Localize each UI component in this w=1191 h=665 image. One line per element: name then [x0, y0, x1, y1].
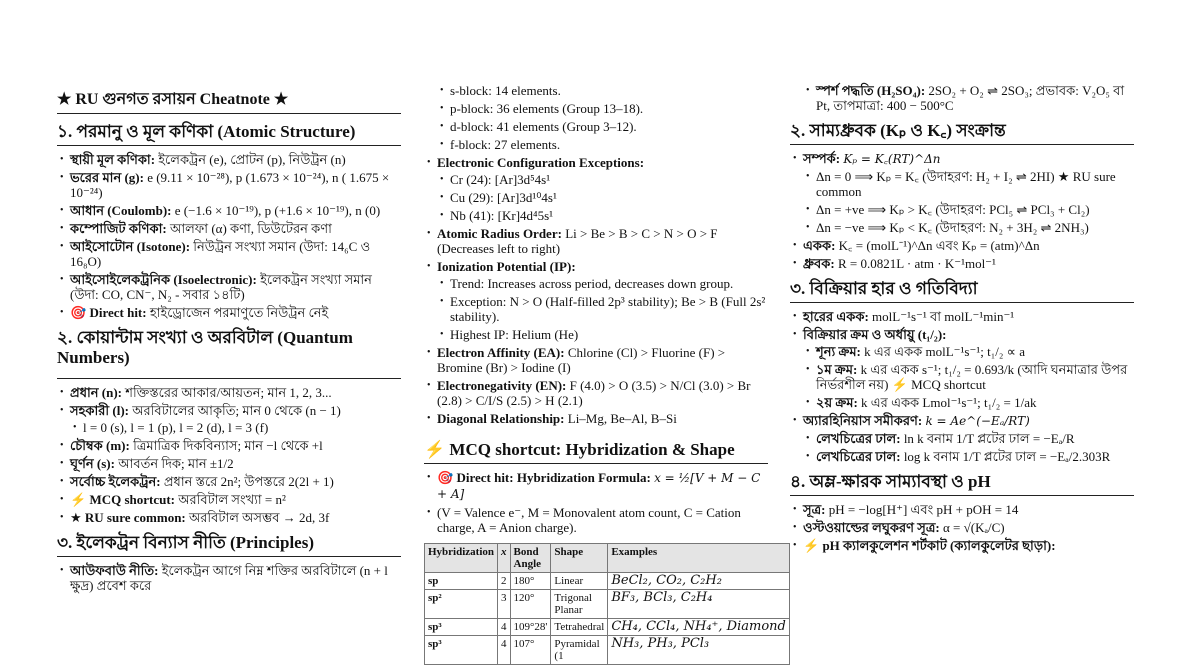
hybridization-table	[424, 543, 790, 665]
table-header: Shape	[551, 544, 608, 573]
star-icon: ★	[70, 510, 82, 525]
list-item: • s-block: 14 elements.	[437, 83, 768, 98]
list-item: • 🎯 Direct hit: Hybridization Formula: x = ½[V + M − C + A]	[424, 470, 768, 502]
list-item: • শূন্য ক্রম: k এর একক molL⁻¹s⁻¹; t₁/₂ ∝ a	[803, 344, 1134, 359]
list-item: • ১ম ক্রম: k এর একক s⁻¹; t₁/₂ = 0.693/k (আদি ঘনমাত্রার উপর নির্ভরশীল নয়) ⚡ MCQ shortcut	[803, 362, 1134, 392]
table-row: sp³ 4 107° Pyramidal (1 NH₃, PH₃, PCl₃	[425, 636, 790, 665]
list-item: • কম্পোজিট কণিকা: আলফা (α) কণা, ডিউটেরন কণা	[57, 221, 401, 236]
column-1	[57, 92, 401, 596]
kinetics-list	[790, 309, 1134, 464]
list-item: • Trend: Increases across period, decreases down group.	[437, 276, 768, 291]
table-row: sp² 3 120° Trigonal Planar BF₃, BCl₃, C₂H₄	[425, 590, 790, 619]
list-item: • Diagonal Relationship: Li–Mg, Be–Al, B–Si	[424, 411, 768, 426]
hybridization-list	[424, 470, 768, 535]
section-heading-principles: ৩. ইলেকট্রন বিন্যাস নীতি (Principles)	[57, 533, 401, 557]
list-item: • p-block: 36 elements (Group 13–18).	[437, 101, 768, 116]
list-item: • ২য় ক্রম: k এর একক Lmol⁻¹s⁻¹; t₁/₂ = 1/ak	[803, 395, 1134, 410]
list-item: • Electronegativity (EN): F (4.0) > O (3.5) > N/Cl (3.0) > Br (2.8) > C/I/S (2.5) > H (2.1)	[424, 378, 768, 408]
list-item: • সূত্র: pH = −log[H⁺] এবং pH + pOH = 14	[790, 502, 1134, 517]
list-item: • সর্বোচ্চ ইলেকট্রন: প্রধান স্তরে 2n²; উপস্তরে 2(2l + 1)	[57, 474, 401, 489]
section-heading-equilibrium-constant: ২. সাম্যধ্রুবক (Kₚ ও K꜀) সংক্রান্ত	[790, 121, 1134, 145]
block-list	[424, 83, 768, 152]
list-item: • Ionization Potential (IP): • Trend: Increases across period, decreases down group. • Exception: N > O (Half-filled 2p³ stability); Be > B (Full 2s² stability). • Highest IP: Helium (He)	[424, 259, 768, 342]
list-item: • হারের একক: molL⁻¹s⁻¹ বা molL⁻¹min⁻¹	[790, 309, 1134, 324]
list-item: • সম্পর্ক: Kₚ = K꜀(RT)^Δn • Δn = 0 ⟹ Kₚ = K꜀ (উদাহরণ: H₂ + I₂ ⇌ 2HI) ★ RU sure common • Δn = +ve ⟹ Kₚ > K꜀ (উদাহরণ: PCl₅ ⇌ PCl₃ + Cl₂) • Δn = −ve ⟹ Kₚ < K꜀ (উদাহরণ: N₂ + 3H₂ ⇌ 2NH₃)	[790, 151, 1134, 235]
acid-base-list	[790, 502, 1134, 553]
list-item: • লেখচিত্রের ঢাল: ln k বনাম 1/T প্লটের ঢাল = −Eₐ/R	[803, 431, 1134, 446]
table-row: sp³ 4 109°28' Tetrahedral CH₄, CCl₄, NH₄⁺, Diamond	[425, 619, 790, 636]
table-row: sp 2 180° Linear BeCl₂, CO₂, C₂H₂	[425, 573, 790, 590]
page-title: ★ RU গুনগত রসায়ন Cheatnote ★	[57, 92, 401, 114]
list-item: • একক: K꜀ = (molL⁻¹)^Δn এবং Kₚ = (atm)^Δn	[790, 238, 1134, 253]
list-item: • 🎯 Direct hit: হাইড্রোজেন পরমাণুতে নিউট্রন নেই	[57, 305, 401, 320]
list-item: • f-block: 27 elements.	[437, 137, 768, 152]
section-heading-acid-base: ৪. অম্ল-ক্ষারক সাম্যাবস্থা ও pH	[790, 472, 1134, 496]
section-heading-hybridization: ⚡ MCQ shortcut: Hybridization & Shape	[424, 440, 768, 464]
list-item: • (V = Valence e⁻, M = Monovalent atom count, C = Cation charge, A = Anion charge).	[424, 505, 768, 535]
list-item: • ধ্রুবক: R = 0.0821L · atm · K⁻¹mol⁻¹	[790, 256, 1134, 271]
list-item: • ⚡ MCQ shortcut: অরবিটাল সংখ্যা = n²	[57, 492, 401, 507]
contact-process-list	[790, 83, 1134, 113]
list-item: • d-block: 41 elements (Group 3–12).	[437, 119, 768, 134]
table-header: Hybridization	[425, 544, 498, 573]
list-item: • প্রধান (n): শক্তিস্তরের আকার/আয়তন; মান 1, 2, 3...	[57, 385, 401, 400]
list-item: • ঘূর্ণন (s): আবর্তন দিক; মান ±1/2	[57, 456, 401, 471]
lightning-icon: ⚡	[70, 492, 87, 507]
list-item: • l = 0 (s), l = 1 (p), l = 2 (d), l = 3 (f)	[70, 420, 401, 435]
list-item: • লেখচিত্রের ঢাল: log k বনাম 1/T প্লটের ঢাল = −Eₐ/2.303R	[803, 449, 1134, 464]
list-item: • স্থায়ী মূল কণিকা: ইলেকট্রন (e), প্রোটন (p), নিউট্রন (n)	[57, 152, 401, 167]
section-heading-quantum-numbers: ২. কোয়ান্টাম সংখ্যা ও অরবিটাল (Quantum Numbers)	[57, 328, 401, 379]
atomic-structure-list	[57, 152, 401, 320]
table-header: x	[498, 544, 511, 573]
principles-list	[57, 563, 401, 593]
target-icon: 🎯	[437, 470, 454, 485]
list-item: • সহকারী (l): অরবিটালের আকৃতি; মান 0 থেকে (n − 1) • l = 0 (s), l = 1 (p), l = 2 (d), l = 3 (f)	[57, 403, 401, 435]
list-item: • বিক্রিয়ার ক্রম ও অর্ধায়ু (t₁/₂): • শূন্য ক্রম: k এর একক molL⁻¹s⁻¹; t₁/₂ ∝ a • ১ম ক্রম: k এর একক s⁻¹; t₁/₂ = 0.693/k (আদি ঘনমাত্রার উপর নির্ভরশীল নয়) ⚡ MCQ shortcut • ২য় ক্রম: k এর একক Lmol⁻¹s⁻¹; t₁/₂ = 1/ak	[790, 327, 1134, 410]
list-item: • আউফবাউ নীতি: ইলেকট্রন আগে নিম্ন শক্তির অরবিটালে (n + l ক্ষুদ্র) প্রবেশ করে	[57, 563, 401, 593]
equilibrium-list	[790, 151, 1134, 271]
quantum-numbers-list	[57, 385, 401, 525]
list-item: • আইসোটোন (Isotone): নিউট্রন সংখ্যা সমান (উদা: 14₆C ও 16₈O)	[57, 239, 401, 269]
list-item: • Δn = 0 ⟹ Kₚ = K꜀ (উদাহরণ: H₂ + I₂ ⇌ 2HI) ★ RU sure common	[803, 169, 1134, 199]
list-item: • Δn = −ve ⟹ Kₚ < K꜀ (উদাহরণ: N₂ + 3H₂ ⇌ 2NH₃)	[803, 220, 1134, 235]
list-item: • Highest IP: Helium (He)	[437, 327, 768, 342]
list-item: • Atomic Radius Order: Li > Be > B > C > N > O > F (Decreases left to right)	[424, 226, 768, 256]
list-item: • চৌম্বক (m): ত্রিমাত্রিক দিকবিন্যাস; মান −l থেকে +l	[57, 438, 401, 453]
list-item: • Cr (24): [Ar]3d⁵4s¹	[437, 172, 768, 187]
table-header: Examples	[608, 544, 790, 573]
lightning-icon: ⚡	[803, 538, 820, 553]
list-item: • ভরের মান (g): e (9.11 × 10⁻²⁸), p (1.673 × 10⁻²⁴), n ( 1.675 × 10⁻²⁴)	[57, 170, 401, 200]
table-header: Bond Angle	[510, 544, 551, 573]
list-item: • Δn = +ve ⟹ Kₚ > K꜀ (উদাহরণ: PCl₅ ⇌ PCl₃ + Cl₂)	[803, 202, 1134, 217]
list-item: • আইসোইলেকট্রনিক (Isoelectronic): ইলেকট্রন সংখ্যা সমান (উদা: CO, CN⁻, N₂ - সবার ১৪টি)	[57, 272, 401, 302]
list-item: • ⚡ pH ক্যালকুলেশন শর্টকাট (ক্যালকুলেটর ছাড়া):	[790, 538, 1134, 553]
list-item: • Nb (41): [Kr]4d⁴5s¹	[437, 208, 768, 223]
target-icon: 🎯	[70, 305, 87, 320]
column-2	[424, 81, 786, 665]
list-item: • Electronic Configuration Exceptions: • Cr (24): [Ar]3d⁵4s¹ • Cu (29): [Ar]3d¹⁰4s¹ • Nb (41): [Kr]4d⁴5s¹	[424, 155, 768, 223]
list-item: • আধান (Coulomb): e (−1.6 × 10⁻¹⁹), p (+1.6 × 10⁻¹⁹), n (0)	[57, 203, 401, 218]
periodic-properties-list	[424, 155, 768, 426]
column-3	[790, 81, 1134, 556]
list-item: • Exception: N > O (Half-filled 2p³ stability); Be > B (Full 2s² stability).	[437, 294, 768, 324]
section-heading-atomic-structure: ১. পরমানু ও মূল কণিকা (Atomic Structure)	[57, 122, 401, 146]
list-item: • ★ RU sure common: অরবিটাল অসম্ভব → 2d, 3f	[57, 510, 401, 525]
list-item: • ওস্টওয়াল্ডের লঘুকরণ সূত্র: α = √(Kₐ/C)	[790, 520, 1134, 535]
section-heading-kinetics: ৩. বিক্রিয়ার হার ও গতিবিদ্যা	[790, 279, 1134, 303]
list-item: • স্পর্শ পদ্ধতি (H₂SO₄): 2SO₂ + O₂ ⇌ 2SO₃; প্রভাবক: V₂O₅ বা Pt, তাপমাত্রা: 400 − 500°C	[803, 83, 1134, 113]
list-item: • অ্যারহিনিয়াস সমীকরণ: k = Ae^(−Eₐ/RT) • লেখচিত্রের ঢাল: ln k বনাম 1/T প্লটের ঢাল = −Eₐ/R • লেখচিত্রের ঢাল: log k বনাম 1/T প্লটের ঢাল = −Eₐ/2.303R	[790, 413, 1134, 464]
list-item: • Electron Affinity (EA): Chlorine (Cl) > Fluorine (F) > Bromine (Br) > Iodine (I)	[424, 345, 768, 375]
list-item: • Cu (29): [Ar]3d¹⁰4s¹	[437, 190, 768, 205]
